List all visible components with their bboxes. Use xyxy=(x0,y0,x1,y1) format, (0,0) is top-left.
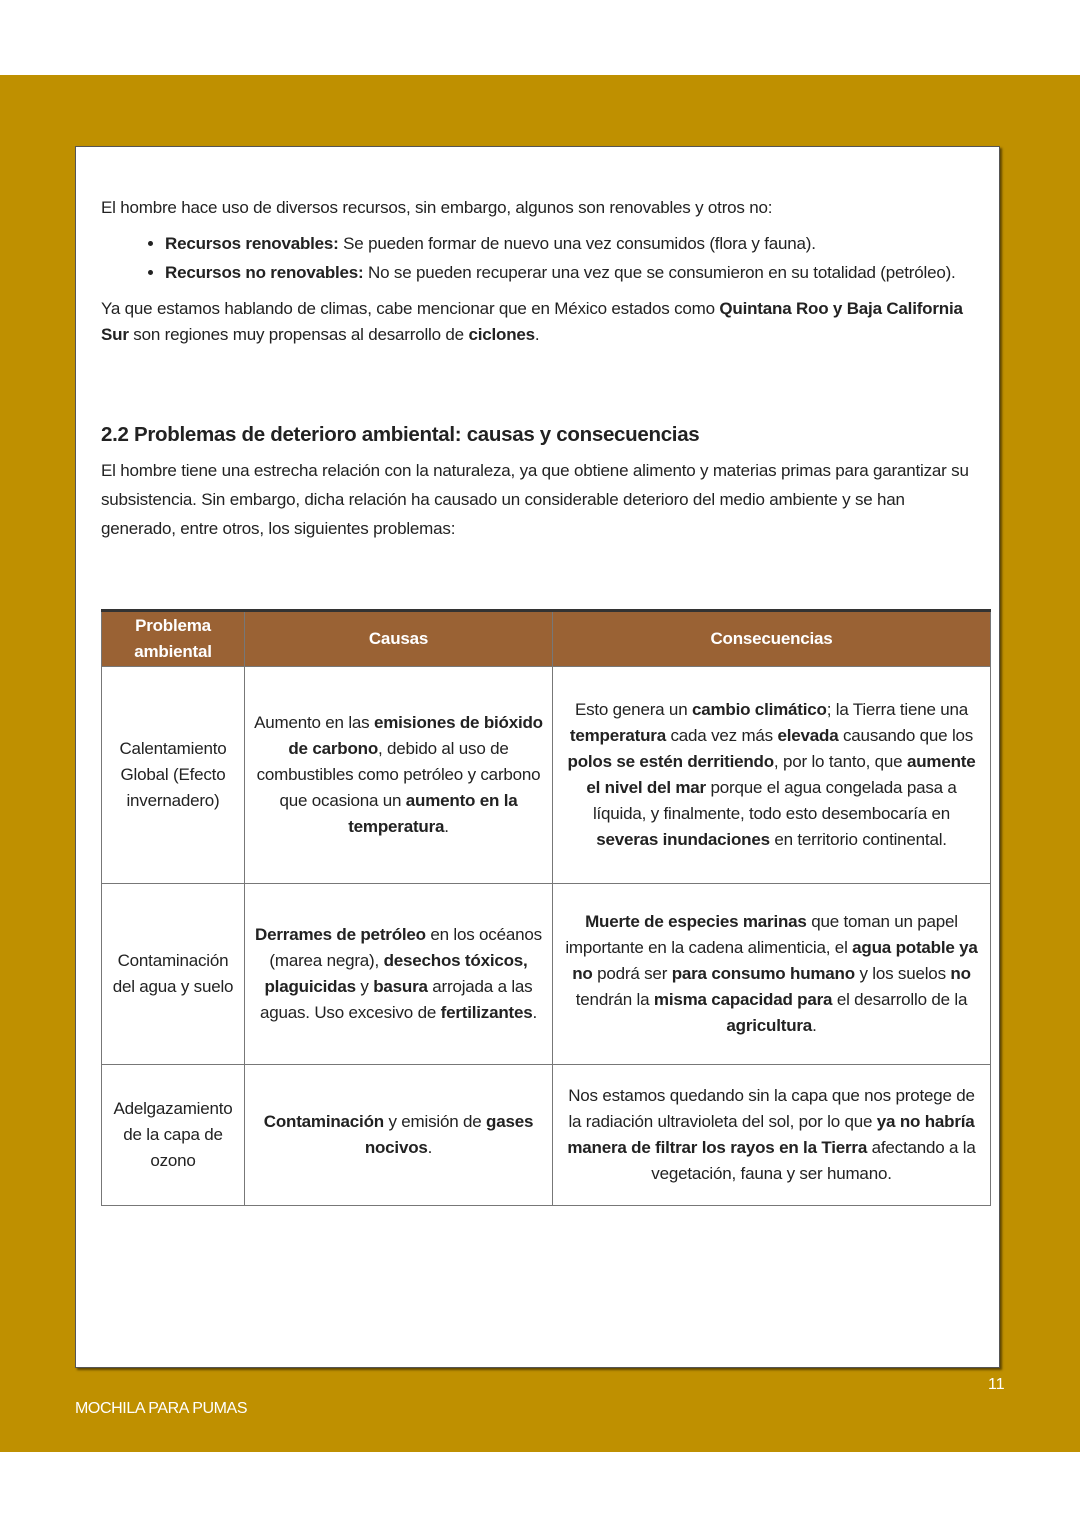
bold-text: Recursos no renovables: xyxy=(165,263,364,282)
section-paragraph xyxy=(101,456,976,543)
consequences-cell xyxy=(553,884,991,1065)
causes-cell xyxy=(245,1065,553,1206)
text-segment: Ya que estamos hablando de climas, cabe mencionar que en México estados como xyxy=(101,299,720,318)
climate-paragraph xyxy=(101,296,976,348)
bold-text: desechos tóxicos, plaguicidas xyxy=(264,951,528,996)
text-segment: . xyxy=(427,1138,433,1157)
list-item xyxy=(165,231,976,257)
bold-text: aumento en la temperatura xyxy=(348,791,518,836)
text-segment: en territorio continental. xyxy=(769,830,947,849)
bold-text: para consumo humano xyxy=(671,964,855,983)
bold-text: fertilizantes xyxy=(440,1003,533,1022)
text-segment: Calentamiento Global (Efecto invernadero) xyxy=(119,739,227,810)
problem-cell xyxy=(102,884,245,1065)
text-segment: No se pueden recuperar una vez que se consumieron en su totalidad (petróleo). xyxy=(363,263,956,282)
table-row xyxy=(102,1065,991,1206)
bold-text: basura xyxy=(373,977,428,996)
text-segment: en los océanos (marea negra), xyxy=(269,925,542,970)
text-segment: y emisión de xyxy=(383,1112,487,1131)
consequences-cell xyxy=(553,1065,991,1206)
text-segment: causando que los xyxy=(838,726,974,745)
text-segment: afectando a la vegetación, fauna y ser humano. xyxy=(651,1138,976,1183)
text-segment: ; la Tierra tiene una xyxy=(826,700,969,719)
bold-text: ciclones xyxy=(468,325,535,344)
text-segment: porque el agua congelada pasa a líquida, y finalmente, todo esto desembocaría en xyxy=(592,778,957,823)
causes-cell xyxy=(245,884,553,1065)
text-segment: . xyxy=(812,1016,817,1035)
bold-text: gases nocivos xyxy=(364,1112,534,1157)
page-number: 11 xyxy=(988,1376,1005,1393)
footer-title: MOCHILA PARA PUMAS xyxy=(75,1400,248,1417)
bold-text: misma capacidad para xyxy=(653,990,833,1009)
resource-list xyxy=(101,231,976,286)
table-row xyxy=(102,884,991,1065)
text-segment: . xyxy=(532,1003,538,1022)
bold-text: agricultura xyxy=(726,1016,813,1035)
table-header-row xyxy=(102,611,991,667)
text-segment: y xyxy=(355,977,374,996)
bold-text: Derrames de petróleo xyxy=(255,925,426,944)
header-consequences: Consecuencias xyxy=(553,611,991,667)
bold-text: aumente el nivel del mar xyxy=(586,752,976,797)
bold-text: agua potable ya no xyxy=(572,938,978,983)
problem-cell xyxy=(102,1065,245,1206)
bold-text: Quintana Roo y Baja California Sur xyxy=(101,299,963,344)
table-row xyxy=(102,667,991,884)
text-segment: cada vez más xyxy=(665,726,778,745)
consequences-cell xyxy=(553,667,991,884)
bold-text: elevada xyxy=(777,726,839,745)
text-segment: El hombre hace uso de diversos recursos, sin embargo, algunos son renovables y otros no: xyxy=(101,198,773,217)
text-segment: . xyxy=(534,325,540,344)
list-item xyxy=(165,260,976,286)
text-segment: Aumento en las xyxy=(254,713,374,732)
text-segment: El hombre tiene una estrecha relación con la naturaleza, ya que obtiene alimento y materias primas para garantizar su subsistencia. Sin embargo, dicha relación ha causado un considerable deterioro del medio ambiente y se han generado, entre otros, los siguientes problemas: xyxy=(101,461,969,538)
header-problem: Problema ambiental xyxy=(102,611,245,667)
bold-text: Muerte de especies marinas xyxy=(585,912,807,931)
bold-text: polos se estén derritiendo xyxy=(567,752,774,771)
header-causes: Causas xyxy=(245,611,553,667)
text-segment: , debido al uso de combustibles como petróleo y carbono que ocasiona un xyxy=(256,739,541,810)
text-segment: Nos estamos quedando sin la capa que nos protege de la radiación ultravioleta del sol, por lo que xyxy=(568,1086,975,1131)
bold-text: emisiones de bióxido de carbono xyxy=(288,713,543,758)
bold-text: cambio climático xyxy=(691,700,827,719)
section-title: 2.2 Problemas de deterioro ambiental: causas y consecuencias xyxy=(101,423,700,446)
text-segment: son regiones muy propensas al desarrollo de xyxy=(128,325,469,344)
text-segment: Esto genera un xyxy=(574,700,692,719)
text-segment: podrá ser xyxy=(592,964,672,983)
document-page xyxy=(75,146,1000,1368)
causes-cell xyxy=(245,667,553,884)
problem-cell xyxy=(102,667,245,884)
text-segment: Adelgazamiento de la capa de ozono xyxy=(113,1099,233,1170)
text-segment: Contaminación del agua y suelo xyxy=(112,951,234,996)
text-segment: . xyxy=(444,817,449,836)
text-segment: y los suelos xyxy=(854,964,951,983)
bold-text: Recursos renovables: xyxy=(165,234,339,253)
text-segment: Se pueden formar de nuevo una vez consumidos (flora y fauna). xyxy=(338,234,816,253)
text-segment: , por lo tanto, que xyxy=(773,752,907,771)
bold-text: severas inundaciones xyxy=(596,830,770,849)
bold-text: Contaminación xyxy=(263,1112,384,1131)
bold-text: no xyxy=(950,964,971,983)
bold-text: ya no habría manera de filtrar los rayos en la Tierra xyxy=(567,1112,975,1157)
text-segment: el desarrollo de la xyxy=(832,990,968,1009)
text-segment: tendrán la xyxy=(575,990,654,1009)
text-segment: arrojada a las aguas. Uso excesivo de xyxy=(259,977,533,1022)
intro-paragraph xyxy=(101,195,976,221)
bold-text: temperatura xyxy=(569,726,666,745)
text-segment: que toman un papel importante en la cadena alimenticia, el xyxy=(565,912,958,957)
environment-table xyxy=(101,609,991,1206)
